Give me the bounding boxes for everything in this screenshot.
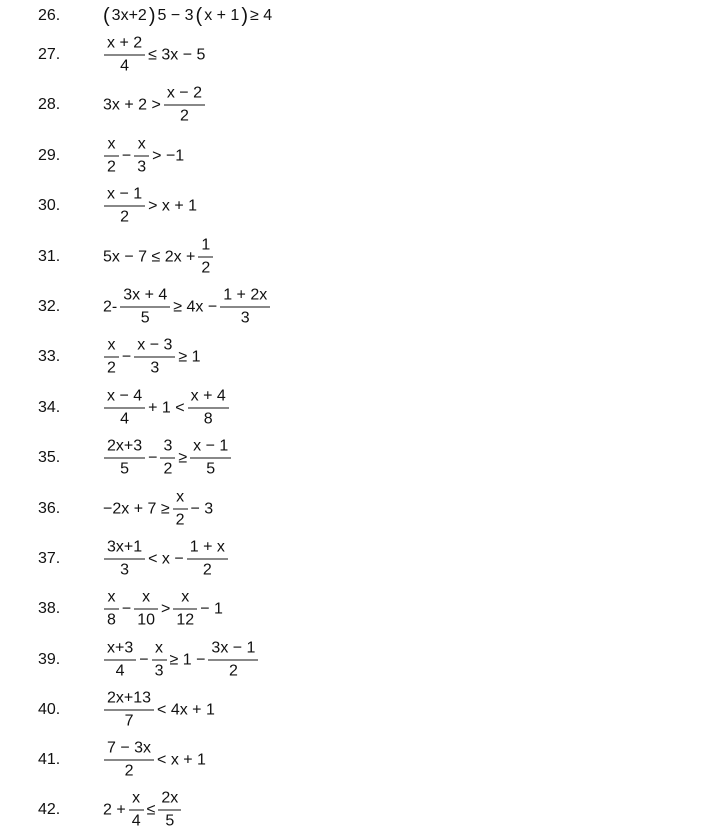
fraction-denominator: 3 (150, 359, 160, 377)
fraction-denominator: 2 (107, 158, 116, 176)
fraction (173, 489, 188, 530)
fraction-numerator: x (107, 135, 116, 153)
expression-text: ≥ (178, 449, 188, 466)
fraction-numerator: 3x+1 (107, 538, 143, 556)
fraction (104, 186, 145, 227)
fraction-denominator: 3 (137, 158, 147, 176)
fraction (190, 438, 231, 479)
expression-text: < 4x + 1 (157, 701, 215, 718)
problem-number: 29. (38, 147, 61, 164)
expression-text: > −1 (152, 147, 185, 164)
expression-text: + 1 < (148, 399, 185, 416)
fraction (164, 85, 205, 126)
expression-text: − (121, 147, 132, 164)
fraction-numerator: 1 + 2x (223, 286, 268, 304)
fraction (129, 790, 144, 831)
expression-text: − 1 (200, 600, 223, 617)
fraction-denominator: 2 (107, 359, 116, 377)
expression-text: ≥ 4x − (173, 298, 218, 315)
fraction (160, 438, 175, 479)
problem-row (0, 332, 718, 382)
problem-expression (102, 237, 215, 278)
problem-expression (102, 539, 230, 580)
fraction-denominator: 8 (203, 410, 213, 428)
problem-expression (102, 85, 207, 126)
problem-row (0, 30, 718, 80)
expression-text: x + 1 (204, 7, 240, 24)
problem-expression (102, 186, 198, 227)
expression-text: − 3 (190, 500, 214, 517)
fraction-numerator: x − 1 (193, 437, 229, 455)
fraction (104, 337, 119, 378)
fraction-denominator: 3 (240, 309, 250, 327)
problem-row (0, 484, 718, 534)
fraction-numerator: 3 (163, 437, 173, 455)
fraction (104, 136, 119, 177)
expression-text: − (121, 600, 132, 617)
problem-row (0, 80, 718, 130)
problem-row (0, 584, 718, 634)
fraction-denominator: 7 (124, 712, 134, 730)
expression-text: < x − (148, 550, 184, 567)
problem-row (0, 383, 718, 433)
problem-number: 42. (38, 801, 61, 818)
fraction-denominator: 2 (175, 511, 185, 529)
problem-number: 32. (38, 298, 61, 315)
fraction (104, 640, 136, 681)
problem-number: 37. (38, 550, 61, 567)
problem-row (0, 282, 718, 332)
expression-text: 5x − 7 ≤ 2x + (103, 248, 196, 265)
problem-expression (102, 7, 273, 25)
expression-text: 2- (103, 298, 118, 315)
problem-number: 40. (38, 701, 61, 718)
expression-text: −2x + 7 ≥ (103, 500, 170, 517)
fraction (173, 589, 197, 630)
fraction-denominator: 2 (201, 259, 211, 277)
expression-text: ( (195, 5, 203, 27)
problem-row (0, 735, 718, 785)
expression-text: ≤ 3x − 5 (148, 46, 206, 63)
fraction-numerator: 7 − 3x (107, 739, 152, 757)
problem-number: 33. (38, 348, 61, 365)
problem-expression (102, 740, 207, 781)
fraction-denominator: 4 (120, 57, 130, 75)
fraction-numerator: 2x (161, 789, 179, 807)
fraction-numerator: 2x+3 (107, 437, 143, 455)
fraction (104, 539, 145, 580)
problem-expression (102, 790, 183, 831)
fraction-denominator: 2 (124, 762, 134, 780)
problem-row (0, 181, 718, 231)
problem-expression (102, 589, 224, 630)
fraction (187, 539, 228, 580)
expression-text: ) (241, 5, 248, 27)
fraction-denominator: 4 (131, 812, 141, 830)
fraction-numerator: x − 4 (107, 387, 143, 405)
problem-expression (102, 35, 206, 76)
expression-text: − (148, 449, 158, 466)
expression-text: ) (148, 5, 156, 27)
fraction-denominator: 2 (179, 107, 189, 125)
expression-text: < x + 1 (157, 751, 206, 768)
expression-text: ( (103, 5, 110, 27)
problem-number: 34. (38, 399, 61, 416)
problem-expression (102, 337, 202, 378)
problem-number: 27. (38, 46, 61, 63)
fraction-numerator: x + 2 (107, 34, 143, 52)
expression-text: ≥ 1 − (169, 651, 206, 668)
problem-expression (102, 136, 185, 177)
fraction (104, 690, 154, 731)
fraction (134, 337, 175, 378)
fraction (152, 640, 167, 681)
problem-number: 36. (38, 500, 61, 517)
problem-number: 39. (38, 651, 61, 668)
fraction (158, 790, 181, 831)
fraction-denominator: 8 (107, 611, 116, 629)
fraction-numerator: x+3 (107, 639, 134, 657)
expression-text: − (139, 651, 149, 668)
fraction (134, 589, 158, 630)
problem-row (0, 433, 718, 483)
fraction (208, 640, 258, 681)
fraction-numerator: x − 1 (107, 185, 143, 203)
fraction-numerator: x (176, 488, 185, 506)
fraction-numerator: 2x+13 (107, 689, 152, 707)
fraction-numerator: x (155, 639, 164, 657)
problem-number: 30. (38, 197, 61, 214)
problem-number: 26. (38, 7, 61, 24)
fraction (104, 740, 154, 781)
fraction-numerator: 3x + 4 (123, 286, 168, 304)
expression-text: − (121, 348, 132, 365)
fraction-numerator: 1 + x (189, 538, 225, 556)
expression-text: ≤ (146, 801, 156, 818)
problem-number: 41. (38, 751, 61, 768)
problem-number: 35. (38, 449, 61, 466)
fraction (104, 589, 119, 630)
fraction-denominator: 3 (154, 662, 164, 680)
expression-text: 3x+2 (111, 7, 147, 24)
fraction-denominator: 2 (120, 208, 130, 226)
fraction-denominator: 3 (120, 561, 130, 579)
fraction-denominator: 10 (137, 611, 156, 629)
problem-expression (102, 690, 216, 731)
fraction (188, 388, 229, 429)
fraction-numerator: x − 3 (137, 336, 173, 354)
fraction-denominator: 5 (206, 460, 216, 478)
fraction-denominator: 2 (163, 460, 173, 478)
fraction-denominator: 5 (120, 460, 130, 478)
problem-number: 28. (38, 96, 61, 113)
fraction (198, 237, 213, 278)
fraction-numerator: x (107, 588, 116, 606)
fraction (220, 287, 270, 328)
problem-row (0, 534, 718, 584)
problem-row (0, 785, 718, 835)
problem-row (0, 635, 718, 685)
expression-text: 5 − 3 (157, 7, 194, 24)
problem-expression (102, 438, 233, 479)
fraction (104, 438, 145, 479)
fraction (104, 388, 145, 429)
problem-row (0, 232, 718, 282)
expression-text: ≥ 4 (250, 7, 273, 24)
fraction-numerator: x (142, 588, 151, 606)
problem-expression (102, 388, 231, 429)
fraction-numerator: x (137, 135, 146, 153)
fraction-numerator: x (181, 588, 190, 606)
problem-expression (102, 640, 260, 681)
fraction-denominator: 2 (202, 561, 212, 579)
fraction-denominator: 2 (228, 662, 238, 680)
fraction-denominator: 12 (176, 611, 195, 629)
problem-expression (102, 489, 214, 530)
problem-expression (102, 287, 272, 328)
fraction-numerator: x (107, 336, 116, 354)
fraction-numerator: x + 4 (190, 387, 226, 405)
fraction (104, 35, 145, 76)
problem-number: 31. (38, 248, 61, 265)
fraction-denominator: 5 (165, 812, 175, 830)
expression-text: 2 + (103, 801, 126, 818)
expression-text: 3x + 2 > (103, 96, 161, 113)
fraction (120, 287, 170, 328)
problem-row (0, 685, 718, 735)
fraction-numerator: 3x − 1 (211, 639, 256, 657)
fraction-numerator: 1 (201, 236, 211, 254)
expression-text: > x + 1 (148, 197, 198, 214)
fraction-numerator: x (132, 789, 141, 807)
fraction (134, 136, 149, 177)
expression-text: > (161, 600, 171, 617)
fraction-denominator: 5 (140, 309, 150, 327)
expression-text: ≥ 1 (178, 348, 201, 365)
fraction-numerator: x − 2 (166, 84, 202, 102)
fraction-denominator: 4 (115, 662, 125, 680)
problem-row (0, 131, 718, 181)
fraction-denominator: 4 (120, 410, 130, 428)
problem-number: 38. (38, 600, 61, 617)
